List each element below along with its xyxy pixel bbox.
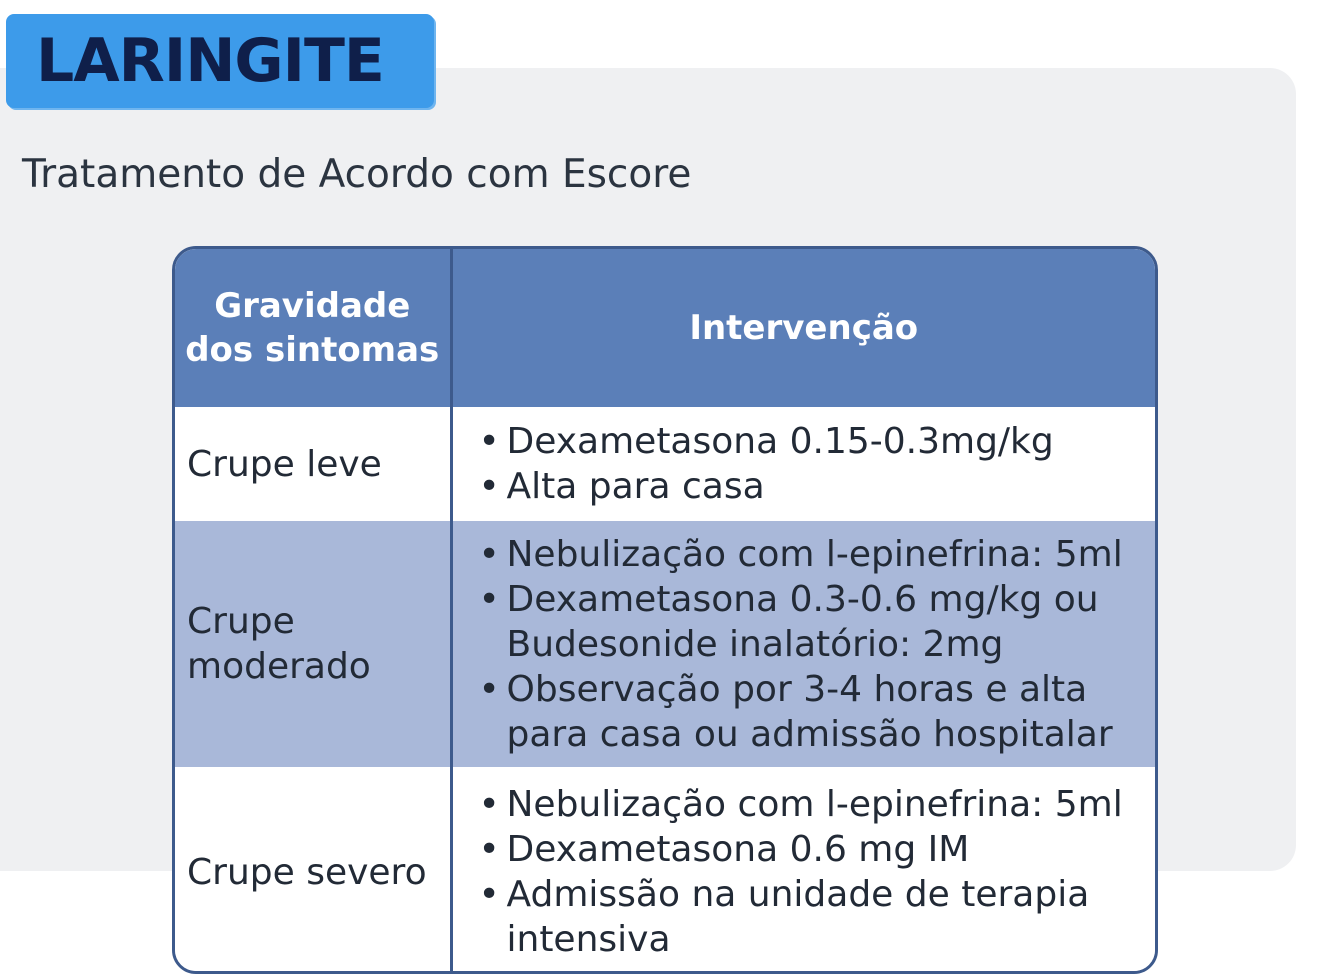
intervention-item: • Nebulização com l-epinefrina: 5ml bbox=[475, 782, 1144, 827]
intervention-item: • Nebulização com l-epinefrina: 5ml bbox=[475, 532, 1144, 577]
table-row bbox=[175, 767, 1155, 974]
table-row bbox=[175, 407, 1155, 521]
intervention-cell bbox=[451, 407, 1155, 521]
header-severity: Gravidade dos sintomas bbox=[175, 249, 451, 407]
page-subtitle: Tratamento de Acordo com Escore bbox=[22, 152, 692, 197]
intervention-item: • Admissão na unidade de terapia intensiva bbox=[475, 872, 1144, 962]
severity-cell: Crupe moderado bbox=[175, 521, 451, 767]
page-title: LARINGITE bbox=[36, 26, 384, 96]
intervention-item: • Dexametasona 0.3-0.6 mg/kg ou Budesonide inalatório: 2mg bbox=[475, 577, 1144, 667]
severity-cell: Crupe severo bbox=[175, 767, 451, 974]
title-badge bbox=[6, 14, 434, 108]
intervention-cell bbox=[451, 521, 1155, 767]
treatment-table bbox=[172, 246, 1158, 974]
intervention-item: • Observação por 3-4 horas e alta para casa ou admissão hospitalar bbox=[475, 667, 1144, 757]
table-row bbox=[175, 521, 1155, 767]
intervention-item: • Dexametasona 0.6 mg IM bbox=[475, 827, 1144, 872]
intervention-item: • Alta para casa bbox=[475, 464, 1144, 509]
severity-cell: Crupe leve bbox=[175, 407, 451, 521]
header-intervention: Intervenção bbox=[451, 249, 1155, 407]
intervention-cell bbox=[451, 767, 1155, 974]
intervention-item: • Dexametasona 0.15-0.3mg/kg bbox=[475, 419, 1144, 464]
